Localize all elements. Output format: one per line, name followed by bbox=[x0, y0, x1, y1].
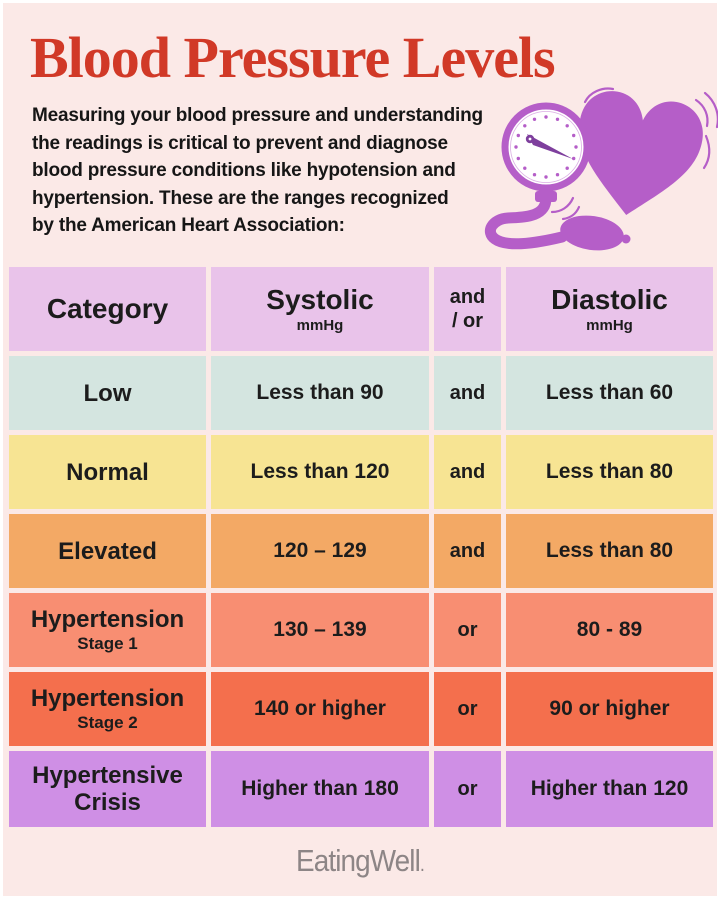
intro-line: hypertension. These are the ranges recognized bbox=[32, 187, 449, 209]
cell-systolic: Higher than 180 bbox=[211, 751, 429, 827]
blood-pressure-illustration bbox=[478, 86, 718, 266]
cell-diastolic: Less than 60 bbox=[506, 356, 713, 430]
header-diastolic bbox=[506, 267, 713, 351]
category-label: Hypertension bbox=[30, 685, 185, 712]
cell-diastolic: Less than 80 bbox=[506, 435, 713, 509]
intro-line: by the American Heart Association: bbox=[32, 215, 345, 236]
cell-connector: or bbox=[434, 751, 501, 827]
header-systolic-label: Systolic bbox=[266, 283, 374, 315]
intro-line: Measuring your blood pressure and understanding bbox=[32, 105, 483, 126]
category-label: Hypertension bbox=[30, 606, 185, 633]
pressure-tube bbox=[490, 198, 562, 244]
cell-systolic: Less than 120 bbox=[211, 435, 429, 509]
category-label: Elevated bbox=[58, 537, 157, 565]
intro-text bbox=[32, 102, 502, 240]
header-diastolic-label: Diastolic bbox=[551, 283, 668, 315]
cell-category bbox=[9, 751, 206, 827]
cell-connector: and bbox=[434, 435, 501, 509]
logo-text: EatingWell bbox=[296, 843, 420, 878]
infographic-page bbox=[3, 3, 717, 896]
cell-connector: or bbox=[434, 593, 501, 667]
category-label: Hypertensive bbox=[32, 762, 183, 789]
category-sublabel: Stage 1 bbox=[77, 634, 138, 653]
table-header-row bbox=[9, 267, 713, 351]
cell-connector: and bbox=[434, 514, 501, 588]
cell-diastolic: 80 - 89 bbox=[506, 593, 713, 667]
cell-category bbox=[9, 435, 206, 509]
category-label: Normal bbox=[66, 458, 149, 486]
page-title: Blood Pressure Levels bbox=[30, 25, 555, 90]
header-connector-line1: and bbox=[449, 286, 486, 308]
table-row bbox=[9, 672, 713, 746]
table-row bbox=[9, 356, 713, 430]
bp-table bbox=[9, 267, 713, 827]
header-diastolic-unit: mmHg bbox=[586, 316, 633, 334]
header-systolic bbox=[211, 267, 429, 351]
header-systolic-unit: mmHg bbox=[296, 316, 344, 334]
logo-mark: . bbox=[419, 854, 424, 876]
header-connector-line2: / or bbox=[451, 310, 484, 332]
eatingwell-logo bbox=[39, 843, 682, 879]
cell-category bbox=[9, 593, 206, 667]
category-sublabel: Stage 2 bbox=[77, 713, 138, 732]
header-category-label: Category bbox=[46, 293, 169, 324]
table-row bbox=[9, 514, 713, 588]
cell-connector: or bbox=[434, 672, 501, 746]
header-category bbox=[9, 267, 206, 351]
pressure-gauge-icon bbox=[505, 106, 587, 202]
intro-line: the readings is critical to prevent and diagnose bbox=[32, 132, 448, 154]
cell-category bbox=[9, 672, 206, 746]
cell-systolic: 130 – 139 bbox=[211, 593, 429, 667]
cell-connector: and bbox=[434, 356, 501, 430]
header-connector bbox=[434, 267, 501, 351]
intro-line: blood pressure conditions like hypotension and bbox=[32, 160, 456, 181]
category-sublabel: Crisis bbox=[74, 789, 141, 816]
category-label: Low bbox=[83, 379, 132, 407]
cell-systolic: Less than 90 bbox=[211, 356, 429, 430]
table-row bbox=[9, 751, 713, 827]
cell-diastolic: Less than 80 bbox=[506, 514, 713, 588]
cell-systolic: 120 – 129 bbox=[211, 514, 429, 588]
table-row bbox=[9, 435, 713, 509]
cell-systolic: 140 or higher bbox=[211, 672, 429, 746]
cell-diastolic: 90 or higher bbox=[506, 672, 713, 746]
cell-category bbox=[9, 514, 206, 588]
cell-diastolic: Higher than 120 bbox=[506, 751, 713, 827]
cell-category bbox=[9, 356, 206, 430]
table-row bbox=[9, 593, 713, 667]
